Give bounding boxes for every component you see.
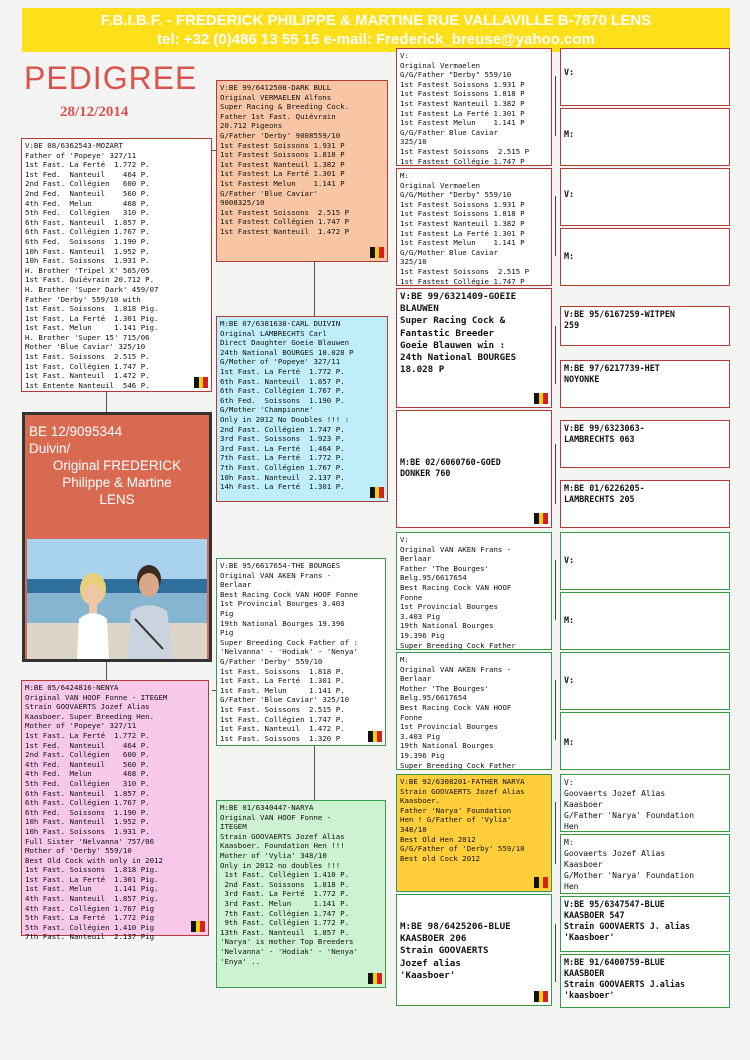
record-line: 1st Fast. Collégien 1.410 P. [220, 870, 350, 880]
gen4-card-k [560, 652, 730, 710]
record-line: 1st Fast. La Ferté 1.772 P. [220, 366, 345, 376]
record-line: 1st Provincial Bourges [400, 722, 498, 732]
record-line: 19th National Bourges [400, 741, 494, 751]
record-line: 1st Fastest Soissons 1.818 P [400, 209, 525, 219]
record-line: 2nd Fast. Soissons 1.818 P. [220, 879, 350, 889]
owner-type: Duivin/ [29, 441, 71, 456]
pigeon-ring-line: M:BE 05/6424816-NENYA [25, 683, 119, 692]
record-line: 6th Fast. Collégien 1.767 P. [25, 227, 150, 237]
record-line: BLAUWEN [400, 303, 439, 315]
record-line: Father 'Derby' 559/10 with [25, 294, 141, 304]
pigeon-ring-line: M:BE 01/6340447-NARYA [220, 803, 314, 812]
pigeon-ring-line: V: [564, 675, 575, 685]
record-line: 'Nelvanna' - 'Hodiak' - 'Nenya' [220, 946, 358, 956]
bracket-connector [555, 196, 556, 256]
record-line: Original LAMBRECHTS Carl [220, 328, 327, 338]
record-line: 'Kaasboer' [400, 969, 456, 981]
connector-gsire-gdam [314, 262, 315, 316]
pigeon-ring-line: M:BE 07/6381638-CARL DUIVIN [220, 319, 341, 328]
record-line: H. Brother 'Super 15' 715/06 [25, 332, 150, 342]
record-line: 1st Fast. Soissons 2.515 P. [25, 352, 150, 362]
pigeon-ring-line: V: [400, 51, 409, 60]
bracket-connector [555, 444, 556, 504]
record-line: 19.396 Pig [400, 630, 445, 640]
record-line: Original Vermaelen [400, 60, 481, 70]
record-line: Strain GOOVAERTS [400, 945, 489, 957]
pigeon-ring-line: V:BE 95/6347547-BLUE [564, 899, 665, 909]
record-line: 7th Fast. Collégien 1.747 P. [220, 908, 350, 918]
gen4-card-j [560, 592, 730, 650]
record-line: G/Mother 'Championne' [220, 405, 314, 415]
gen4-card-f [560, 360, 730, 408]
record-line: Direct Daughter Goeie Blauwen [220, 338, 350, 348]
ggp-dam-sire-card [396, 288, 552, 408]
record-line: G/Mother 'Narya' Foundation [564, 871, 695, 880]
record-line: G/G/Father "Derby" 559/10 [400, 70, 512, 80]
belgian-flag-icon [191, 921, 205, 932]
record-line: 348/10 [400, 824, 427, 834]
record-line: KAASBOER 206 [400, 933, 467, 945]
record-line: G/Father 'Derby' 559/10 [220, 656, 323, 666]
record-line: Mother 'The Bourges' [400, 683, 489, 693]
record-line: Original VERMAELEN Alfons [220, 92, 332, 102]
pigeon-ring-line: M: [564, 129, 575, 139]
record-line: 24th National BOURGES 18.028 P [220, 347, 354, 357]
ggp-dam-dam-card [396, 410, 552, 528]
record-line: Original VAN HOOF Fonne - ITEGEM [25, 692, 168, 702]
pigeon-ring-line: V:BE 99/6321409-GOEIE [400, 291, 517, 302]
record-line: Original VAN HOOF Fonne - [220, 812, 332, 822]
record-line: 1st Fastest Soissons 1.931 P [220, 140, 345, 150]
ggp-msire-dam-card [396, 652, 552, 770]
belgian-flag-icon [534, 877, 548, 888]
record-line: 6th Fed. Soissons 1.190 P. [220, 395, 345, 405]
paternal-grandsire-card [216, 80, 388, 262]
record-line: 10h Fast. Nanteuil 1.952 P. [25, 817, 150, 827]
record-line: 1st Fastest La Ferté 1.301 P [220, 169, 345, 179]
record-line: 24th National BOURGES [400, 352, 517, 364]
ggp-sire-dam-card [396, 168, 552, 286]
record-line: 7th Fast. Collégien 1.767 P. [220, 462, 345, 472]
record-line: Berlaar [400, 554, 432, 564]
gen4-card-n [560, 834, 730, 894]
record-line: 1st Fastest Collégien 1.747 P [220, 217, 350, 227]
record-line: 6th Fast. Collégien 1.767 P. [220, 386, 345, 396]
record-line: G/G/Mother Blue Caviar [400, 247, 498, 257]
record-line: 'Nelvanna' - 'Hodiak' - 'Nenya' [220, 647, 358, 657]
record-line: Father 'The Bourges' [400, 563, 489, 573]
record-line: 1st Fastest Nanteuil 1.472 P [220, 226, 350, 236]
gen4-card-a [560, 48, 730, 106]
maternal-grandsire-card [216, 558, 386, 746]
record-line: 1st Fast. Soissons 1.818 Pig. [25, 865, 159, 875]
record-line: 1st Fast. La Ferté 1.301 Pig. [25, 874, 159, 884]
record-line: Goovaerts Jozef Alias [564, 789, 666, 798]
gen4-card-i [560, 532, 730, 590]
pigeon-ring-line: M:BE 91/6400759-BLUE [564, 957, 665, 967]
record-line: Belg.95/6617654 [400, 573, 467, 583]
pigeon-ring-line: V: [564, 778, 574, 787]
ggp-mdam-dam-card [396, 894, 552, 1006]
belgian-flag-icon [534, 991, 548, 1002]
record-line: Kaasboer. Foundation Hen !!! [220, 841, 345, 851]
record-line: 1st Provincial Bourges [400, 602, 498, 612]
record-line: 3.403 Pig [400, 611, 441, 621]
ggp-msire-sire-card [396, 532, 552, 650]
record-line: 10h Fast. Nanteuil 2.137 P. [220, 472, 345, 482]
record-line: Hen [564, 882, 579, 891]
record-line: Super Breeding Cock Father of : [220, 637, 358, 647]
belgian-flag-icon [370, 487, 384, 498]
record-line: 6th Fed. Soissons 1.190 P. [25, 807, 150, 817]
record-line: 4th Fed. Nanteuil 560 P. [25, 759, 150, 769]
record-line: 19th National Bourges [400, 621, 494, 631]
record-line: 'Enya' .. [220, 956, 261, 966]
sire-card [21, 138, 212, 392]
record-line: Pig [220, 608, 234, 618]
record-line: 3rd Fast. La Ferté 1.772 P. [220, 889, 350, 899]
record-line: 5th Fast. Collégien 1.410 Pig [25, 922, 155, 932]
record-line: 7th Fast. La Ferté 1.772 P. [220, 453, 345, 463]
bracket-connector [555, 76, 556, 136]
record-line: Super Breeding Cock Father [400, 760, 516, 770]
record-line: 18.028 P [400, 364, 445, 376]
record-line: 1st Fastest Melun 1.141 P [220, 178, 345, 188]
record-line: 1st Fast. Collégien 1.747 P. [220, 714, 345, 724]
record-line: Mother of 'Popeye' 327/11 [25, 721, 137, 731]
record-line: 10h Fast. Nanteuil 1.952 P. [25, 246, 150, 256]
gen4-card-p [560, 954, 730, 1008]
record-line: Pig [220, 628, 234, 638]
owner-name-1: Original FREDERICK [52, 458, 182, 473]
record-line: Only in 2012 No Doubles !!! : [220, 414, 350, 424]
record-line: Strain GOOVAERTS J. alias [564, 921, 691, 931]
record-line: Goovaerts Jozef Alias [564, 849, 666, 858]
record-line: Fonne [400, 712, 423, 722]
pedigree-date: 28/12/2014 [60, 104, 129, 120]
record-line: G/Father 'Derby' 9008559/10 [220, 130, 341, 140]
record-line: 3rd Fast. Melun 1.141 P. [220, 898, 350, 908]
record-line: Strain GOOVAERTS Jozef Alias [220, 831, 345, 841]
record-line: 1st Fast. Melun 1.141 Pig. [25, 884, 159, 894]
record-line: 2nd Fed. Nanteuil 560 P. [25, 188, 150, 198]
record-line: Strain GOOVAERTS J.alias [564, 979, 686, 989]
gen4-card-l [560, 712, 730, 770]
record-line: 1st Fast. La Ferté 1.301 P. [220, 676, 345, 686]
pigeon-ring-line: M: [400, 655, 409, 664]
bracket-connector [555, 326, 556, 384]
record-line: 6th Fast. Nanteuil 1.857 P. [25, 788, 150, 798]
pigeon-ring-line: V: [564, 67, 575, 77]
record-line: 6th Fast. Collégien 1.767 P. [25, 798, 150, 808]
record-line: 1st Fastest Collégie 1.747 P [400, 156, 525, 166]
record-line: G/Father 'Blue Caviar' [220, 188, 318, 198]
record-line: Original VAN AKEN Frans - [400, 664, 512, 674]
connector-dam [106, 662, 107, 680]
record-line: 'kaasboer' [564, 990, 615, 1000]
belgian-flag-icon [368, 731, 382, 742]
record-line: 1st Fastest Soissons 2.515 P [400, 266, 530, 276]
record-line: Jozef alias [400, 957, 461, 969]
record-line: 4th Fast. Collégien 1.767 Pig [25, 903, 155, 913]
pigeon-ring-line: M: [564, 838, 574, 847]
record-line: Best Racing Cock VAN HOOF Fonne [220, 589, 358, 599]
record-line: 1st Fast. Melun 1.141 P. [220, 685, 345, 695]
record-line: Strain GOOVAERTS Jozef Alias [25, 702, 150, 712]
record-line: H. Brother 'Super Dark' 459/07 [25, 284, 159, 294]
record-line: Full Sister 'Nelvanna' 757/06 [25, 836, 155, 846]
record-line: H. Brother 'Tripel X' 565/05 [25, 265, 150, 275]
belgian-flag-icon [368, 973, 382, 984]
record-line: 1st Fastest Soissons 1.931 P [400, 199, 525, 209]
header-banner [22, 8, 730, 52]
record-line: Kaasboer. [400, 796, 441, 806]
record-line: 1st Provincial Bourges 3.403 [220, 599, 345, 609]
gen4-card-g [560, 420, 730, 468]
record-line: Kaasboer [564, 860, 603, 869]
record-line: 1st Fast. Soissons 1.818 Pig. [25, 304, 159, 314]
record-line: 2nd Fast. Collégien 1.747 P. [220, 424, 345, 434]
record-line: 20.712 Pigeons [220, 121, 283, 131]
record-line: Kaasboer [564, 800, 603, 809]
record-line: G/G/Father Blue Caviar [400, 127, 498, 137]
record-line: ITEGEM [220, 822, 247, 832]
bracket-connector [555, 680, 556, 740]
record-line: 325/10 [400, 137, 427, 147]
record-line: Hen [564, 822, 579, 831]
gen4-card-h [560, 480, 730, 528]
record-line: 10h Fast. Soissons 1.931 P. [25, 826, 150, 836]
bracket-connector [555, 802, 556, 864]
pigeon-ring-line: M: [400, 171, 409, 180]
pigeon-ring-line: V:BE 08/6362543-MOZART [25, 141, 123, 150]
record-line: 5th Fed. Collégien 310 P. [25, 778, 150, 788]
gen4-card-d [560, 228, 730, 286]
record-line: 'Narya' is mother Top Breeders [220, 937, 354, 947]
record-line: 3rd Fast. Soissons 1.923 P. [220, 434, 345, 444]
record-line: LAMBRECHTS 063 [564, 434, 635, 444]
record-line: Kaasboer. Super Breeding Hen. [25, 711, 155, 721]
gen4-card-m [560, 774, 730, 832]
record-line: 19th National Bourges 19.396 [220, 618, 345, 628]
record-line: 1st Fast. La Ferté 1.772 P. [25, 730, 150, 740]
record-line: 1st Fastest Collégie 1.747 P [400, 276, 525, 286]
record-line: Original Vermaelen [400, 180, 481, 190]
record-line: 10h Fast. Soissons 1.931 P. [25, 256, 150, 266]
record-line: Best Racing Cock VAN HOOF [400, 582, 512, 592]
record-line: 4th Fed. Melun 468 P. [25, 198, 150, 208]
record-line: Fantastic Breeder [400, 327, 495, 339]
record-line: 5th Fed. Collégien 310 P. [25, 208, 150, 218]
pigeon-ring-line: M: [564, 251, 575, 261]
record-line: 4th Fast. Nanteuil 1.857 Pig. [25, 894, 159, 904]
pigeon-ring-line: V: [400, 535, 409, 544]
record-line: LAMBRECHTS 205 [564, 494, 635, 504]
pigeon-ring-line: V:BE 92/6308201-FATHER NARYA [400, 777, 525, 786]
pigeon-ring-line: M:BE 97/6217739-HET [564, 363, 660, 373]
connector-dsire-ddam [314, 746, 315, 800]
record-line: 7th Fast. Nanteuil 2.137 Pig [25, 932, 155, 942]
record-line: 1st Fast. Nanteuil 1.472 P. [220, 724, 345, 734]
record-line: Best old Cock 2012 [400, 853, 481, 863]
record-line: 1st Fastest La Ferté 1.301 P [400, 228, 525, 238]
record-line: 1st Fastest Soissons 1.818 P [220, 150, 345, 160]
record-line: 1st Fast. Soissons 1.320 P [220, 733, 341, 743]
record-line: G/G/Mother "Derby" 559/10 [400, 190, 512, 200]
bracket-connector [555, 560, 556, 620]
record-line: 1st Fast. La Ferté 1.772 P. [25, 160, 150, 170]
gen4-card-b [560, 108, 730, 166]
header-address: F.B.I.B.F. - FREDERICK PHILIPPE & MARTINE RUE VALLAVILLE B-7870 LENS [100, 12, 652, 29]
record-line: 'Kaasboer' [564, 932, 615, 942]
record-line: Best Old Hen 2012 [400, 834, 476, 844]
record-line: G/Father 'Narya' Foundation [564, 811, 695, 820]
record-line: G/Mother of 'Popeye' 327/11 [220, 357, 341, 367]
record-line: 4th Fed. Melun 468 P. [25, 769, 150, 779]
record-line: 14h Fast. La Ferté 1.301 P. [220, 482, 345, 492]
record-line: 1st Fastest Soissons 1.818 P [400, 89, 525, 99]
record-line: Only in 2012 no doubles !!! [220, 860, 341, 870]
record-line: 3.403 Pig [400, 731, 441, 741]
record-line: 2nd Fast. Collégien 600 P. [25, 750, 150, 760]
pigeon-ring-line: V: [564, 555, 575, 565]
record-line: Super Racing Cock & [400, 315, 506, 327]
record-line: Goeie Blauwen win : [400, 339, 506, 351]
record-line: 1st Fastest La Ferté 1.301 P [400, 108, 525, 118]
connector-sire [106, 392, 107, 412]
owner-ring: BE 12/9095344 [29, 424, 123, 439]
record-line: 1st Fastest Nanteuil 1.382 P [220, 159, 345, 169]
ggp-mdam-sire-card [396, 774, 552, 892]
record-line: Original VAN AKEN Frans - [220, 570, 332, 580]
ggp-sire-sire-card [396, 48, 552, 166]
record-line: NOYONKE [564, 374, 600, 384]
record-line: Fonne [400, 592, 423, 602]
record-line: 3rd Fast. La Ferté 1.464 P. [220, 443, 345, 453]
record-line: Hen ! G/Father of 'Vylia' [400, 815, 512, 825]
header-contact: tel: +32 (0)486 13 55 15 e-mail: Frederick_breuse@yahoo.com [157, 31, 595, 48]
pigeon-ring-line: M:BE 01/6226205- [564, 483, 645, 493]
record-line: Super Racing & Breeding Cock. [220, 102, 350, 112]
record-line: Berlaar [220, 580, 252, 590]
record-line: 1st Fastest Nanteuil 1.382 P [400, 98, 525, 108]
record-line: Berlaar [400, 674, 432, 684]
record-line: 1st Fast. Soissons 1.818 P. [220, 666, 345, 676]
record-line: KAASBOER [564, 968, 605, 978]
owner-couple-illustration [27, 539, 207, 659]
belgian-flag-icon [534, 513, 548, 524]
pigeon-ring-line: M:BE 02/6060760-GOED [400, 457, 501, 467]
record-line: Super Breeding Cock Father [400, 640, 516, 650]
belgian-flag-icon [194, 377, 208, 388]
record-line: Mother 'Blue Caviar' 325/10 [25, 342, 146, 352]
record-line: 1st Fastest Melun 1.141 P [400, 118, 525, 128]
record-line: 1st Fast. Soissons 2.515 P. [220, 704, 345, 714]
record-line: 2nd Fast. Collégien 600 P. [25, 179, 150, 189]
record-line: 259 [564, 320, 580, 330]
gen4-card-e [560, 306, 730, 346]
record-line: 1st Fast. Collégien 1.747 P. [25, 361, 150, 371]
owner-photo [27, 539, 207, 659]
dam-card [21, 680, 209, 942]
gen4-card-o [560, 896, 730, 952]
owner-name-3: LENS [99, 492, 135, 507]
record-line: Mother of 'Derby' 559/10 [25, 846, 132, 856]
record-line: Father 1st Fast. Quiévrain [220, 111, 336, 121]
record-line: 9th Fast. Collégien 1.772 P. [220, 918, 350, 928]
record-line: 6th Fast. Nanteuil 1.857 P. [25, 217, 150, 227]
pigeon-ring-line: M: [564, 615, 575, 625]
record-line: G/Father 'Blue Caviar' 325/10 [220, 695, 350, 705]
record-line: 1st Fast. Nanteuil 1.472 P. [25, 371, 150, 381]
record-line: 6th Fast. Nanteuil 1.857 P. [220, 376, 345, 386]
owner-name-2: Philippe & Martine [62, 475, 172, 490]
pigeon-ring-line: M:BE 98/6425206-BLUE [400, 921, 511, 932]
record-line: 1st Fastest Melun 1.141 P [400, 238, 525, 248]
pigeon-ring-line: V:BE 99/6323063- [564, 423, 645, 433]
record-line: Father 'Narya' Foundation [400, 805, 512, 815]
paternal-granddam-card [216, 316, 388, 502]
record-line: 1st Fed. Nanteuil 464 P. [25, 169, 150, 179]
belgian-flag-icon [370, 247, 384, 258]
record-line: 9008325/10 [220, 198, 265, 208]
page-title: PEDIGREE [24, 60, 198, 96]
record-line: 1st Fast. Melun 1.141 Pig. [25, 323, 159, 333]
record-line: 13th Fast. Nanteuil 1.857 P. [220, 927, 350, 937]
record-line: Strain GOOVAERTS Jozef Alias [400, 786, 525, 796]
record-line: DONKER 760 [400, 468, 451, 478]
pigeon-ring-line: M: [564, 737, 575, 747]
record-line: Best Old Cock with only in 2012 [25, 855, 163, 865]
bracket-connector [555, 924, 556, 982]
record-line: 1st Fed. Nanteuil 464 P. [25, 740, 150, 750]
record-line: 1st Fastest Soissons 2.515 P [220, 207, 350, 217]
pigeon-ring-line: V:BE 95/6167259-WITPEN [564, 309, 675, 319]
record-line: 1st Fastest Soissons 2.515 P [400, 146, 530, 156]
maternal-granddam-card [216, 800, 386, 988]
record-line: 19.396 Pig [400, 750, 445, 760]
record-line: 1st Entente Nanteuil 546 P. [25, 380, 150, 390]
record-line: 1st Fastest Nanteuil 1.382 P [400, 218, 525, 228]
record-line: KAASBOER 547 [564, 910, 625, 920]
record-line: Mother of 'Vylia' 348/10 [220, 850, 327, 860]
pigeon-ring-line: V: [564, 189, 575, 199]
record-line: 325/10 [400, 257, 427, 267]
record-line: 1st Fastest Soissons 1.931 P [400, 79, 525, 89]
gen4-card-c [560, 168, 730, 226]
record-line: Father of 'Popeye' 327/11 [25, 150, 137, 160]
pigeon-ring-line: V:BE 95/6617654-THE BOURGES [220, 561, 341, 570]
record-line: G/G/Father of 'Derby' 559/10 [400, 844, 525, 854]
record-line: 1st Fast. La Ferté 1.301 Pig. [25, 313, 159, 323]
belgian-flag-icon [534, 393, 548, 404]
record-line: Best Racing Cock VAN HOOF [400, 702, 512, 712]
record-line: 6th Fed. Soissons 1.190 P. [25, 236, 150, 246]
record-line: 1st Fast. Quiévrain 20.712 P. [25, 275, 155, 285]
record-line: Belg.95/6617654 [400, 693, 467, 703]
owner-card [22, 412, 212, 662]
record-line: 5th Fast. La Ferté 1.772 Pig [25, 913, 155, 923]
pigeon-ring-line: V:BE 99/6412508-DARK BULL [220, 83, 332, 92]
record-line: Original VAN AKEN Frans - [400, 544, 512, 554]
